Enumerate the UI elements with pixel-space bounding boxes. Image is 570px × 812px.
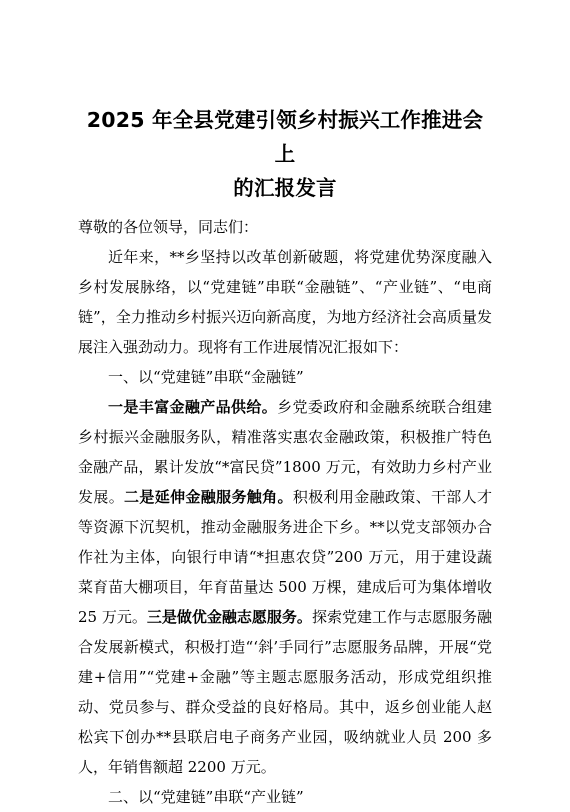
greeting: 尊敬的各位领导，同志们： <box>78 218 259 236</box>
section-1-paragraph <box>78 392 492 782</box>
title-line-2: 的汇报发言 <box>233 176 337 200</box>
intro-paragraph: 近年来，**乡坚持以改革创新破题，将党建优势深度融入乡村发展脉络，以“党建链”串联“金融链”、“产业链”、“电商链”，全力推动乡村振兴迈向新高度，为地方经济社会高质量发展注入强劲动力。现将有工作进展情况汇报如下： <box>78 248 492 356</box>
title-line-1: 2025 年全县党建引领乡村振兴工作推进会上 <box>86 108 484 166</box>
section-1-point-3-lead: 三是做优金融志愿服务。 <box>146 608 312 626</box>
section-1-point-2-lead: 二是延伸金融服务触角。 <box>124 488 293 506</box>
section-1-heading: 一、以“党建链”串联“金融链” <box>108 368 304 386</box>
section-1-point-2-text: 积极利用金融政策、干部人才等资源下沉契机，推动金融服务进企下乡。**以党支部领办合作社为主体，向银行申请“*担惠农贷”200 万元，用于建设蔬菜育苗大棚项目，年育苗量达 500 万棵，建成后可为集体增收 25 万元。 <box>78 488 492 626</box>
section-1-point-3-text: 探索党建工作与志愿服务融合发展新模式，积极打造“‘斜’手同行”志愿服务品牌，开展“党建+信用”“党建+金融”等主题志愿服务活动，形成党组织推动、党员参与、群众受益的良好格局。其中，返乡创业能人赵松宾下创办**县联启电子商务产业园，吸纳就业人员 200 多人，年销售额超 2200 万元。 <box>78 608 492 776</box>
section-1-point-1-text: 乡党委政府和金融系统联合组建乡村振兴金融服务队，精准落实惠农金融政策，积极推广特色金融产品，累计发放“*富民贷”1800 万元，有效助力乡村产业发展。 <box>78 398 492 506</box>
section-2-heading: 二、以“党建链”串联“产业链” <box>108 788 304 806</box>
section-1-point-1-lead: 一是丰富金融产品供给。 <box>108 398 278 416</box>
document-title <box>78 103 492 205</box>
